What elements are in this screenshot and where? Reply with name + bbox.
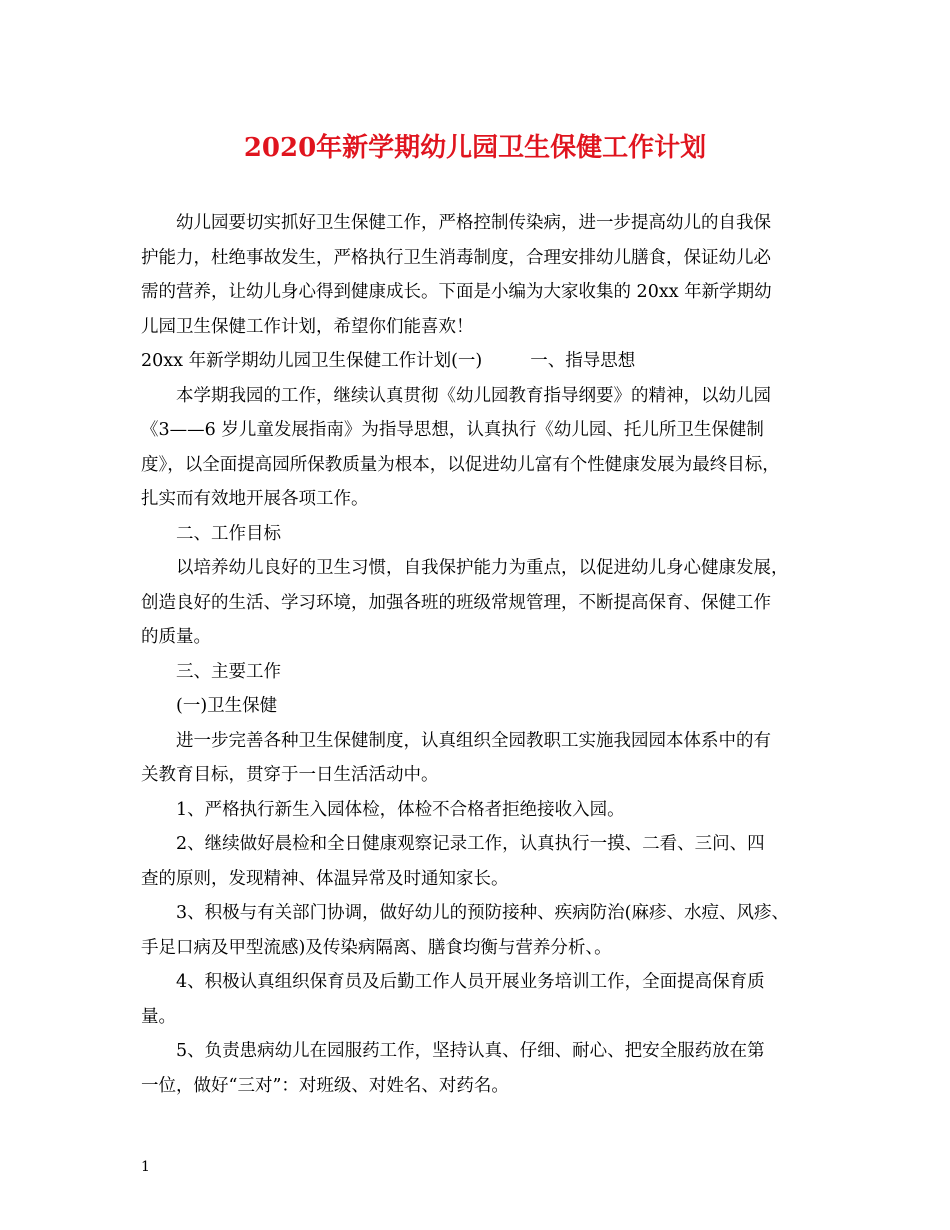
item2-line-1: 2、继续做好晨检和全日健康观察记录工作，认真执行一摸、二看、三问、四: [176, 834, 765, 854]
intro-line-1: 幼儿园要切实抓好卫生保健工作，严格控制传染病，进一步提高幼儿的自我保: [176, 213, 771, 233]
subsection1-heading: (一)卫生保健: [176, 696, 278, 716]
intro-line-3: 需的营养，让幼儿身心得到健康成长。下面是小编为大家收集的 20xx 年新学期幼: [141, 282, 772, 302]
section1-line-4: 扎实而有效地开展各项工作。: [141, 489, 369, 509]
item4-line-1: 4、积极认真组织保育员及后勤工作人员开展业务培训工作，全面提高保育质: [176, 972, 765, 992]
plan-subtitle: 20xx 年新学期幼儿园卫生保健工作计划(一): [141, 351, 483, 371]
item1-line-1: 1、严格执行新生入园体检，体检不合格者拒绝接收入园。: [176, 799, 625, 820]
section1-paragraph: [141, 379, 841, 517]
intro-paragraph: [141, 206, 841, 344]
list-item-3: [141, 896, 841, 965]
section2-line-1: 以培养幼儿良好的卫生习惯，自我保护能力为重点，以促进幼儿身心健康发展，: [176, 558, 789, 578]
subsection1-line-2: 关教育目标，贯穿于一日生活活动中。: [141, 765, 439, 785]
document-body: [141, 206, 841, 1103]
section3-heading: 三、主要工作: [176, 661, 281, 682]
section1-line-3: 度》，以全面提高园所保教质量为根本，以促进幼儿富有个性健康发展为最终目标，: [141, 454, 780, 475]
item2-line-2: 查的原则，发现精神、体温异常及时通知家长。: [141, 868, 509, 889]
list-item-4: [141, 965, 841, 1034]
list-item-1: [141, 793, 841, 828]
section2-paragraph: [141, 551, 841, 655]
subsection1-paragraph: [141, 724, 841, 793]
subsection1-line-1: 进一步完善各种卫生保健制度，认真组织全园教职工实施我园园本体系中的有: [176, 730, 771, 751]
page-number: 1: [141, 1159, 150, 1175]
subtitle-line: [141, 344, 841, 379]
section2-heading: 二、工作目标: [176, 523, 281, 544]
item5-line-2: 一位，做好“三对”：对班级、对姓名、对药名。: [141, 1075, 509, 1096]
section1-line-1: 本学期我园的工作，继续认真贯彻《幼儿园教育指导纲要》的精神，以幼儿园: [176, 385, 771, 406]
section2-line-3: 的质量。: [141, 627, 211, 647]
intro-line-2: 护能力，杜绝事故发生，严格执行卫生消毒制度，合理安排幼儿膳食，保证幼儿必: [141, 247, 771, 268]
section1-line-2: 《3——6 岁儿童发展指南》为指导思想，认真执行《幼儿园、托儿所卫生保健制: [141, 420, 764, 440]
item5-line-1: 5、负责患病幼儿在园服药工作，坚持认真、仔细、耐心、把安全服药放在第: [176, 1041, 765, 1061]
section2-line-2: 创造良好的生活、学习环境，加强各班的班级常规管理，不断提高保育、保健工作: [141, 592, 771, 613]
intro-line-4: 儿园卫生保健工作计划，希望你们能喜欢！: [141, 316, 474, 337]
item3-line-2: 手足口病及甲型流感)及传染病隔离、膳食均衡与营养分析、。: [141, 937, 612, 958]
list-item-2: [141, 827, 841, 896]
item3-line-1: 3、积极与有关部门协调，做好幼儿的预防接种、疾病防治(麻疹、水痘、风疹、: [176, 903, 789, 923]
document-title: 2020年新学期幼儿园卫生保健工作计划: [243, 133, 707, 163]
list-item-5: [141, 1034, 841, 1103]
item4-line-2: 量。: [141, 1006, 176, 1027]
section1-heading: 一、指导思想: [530, 351, 636, 371]
